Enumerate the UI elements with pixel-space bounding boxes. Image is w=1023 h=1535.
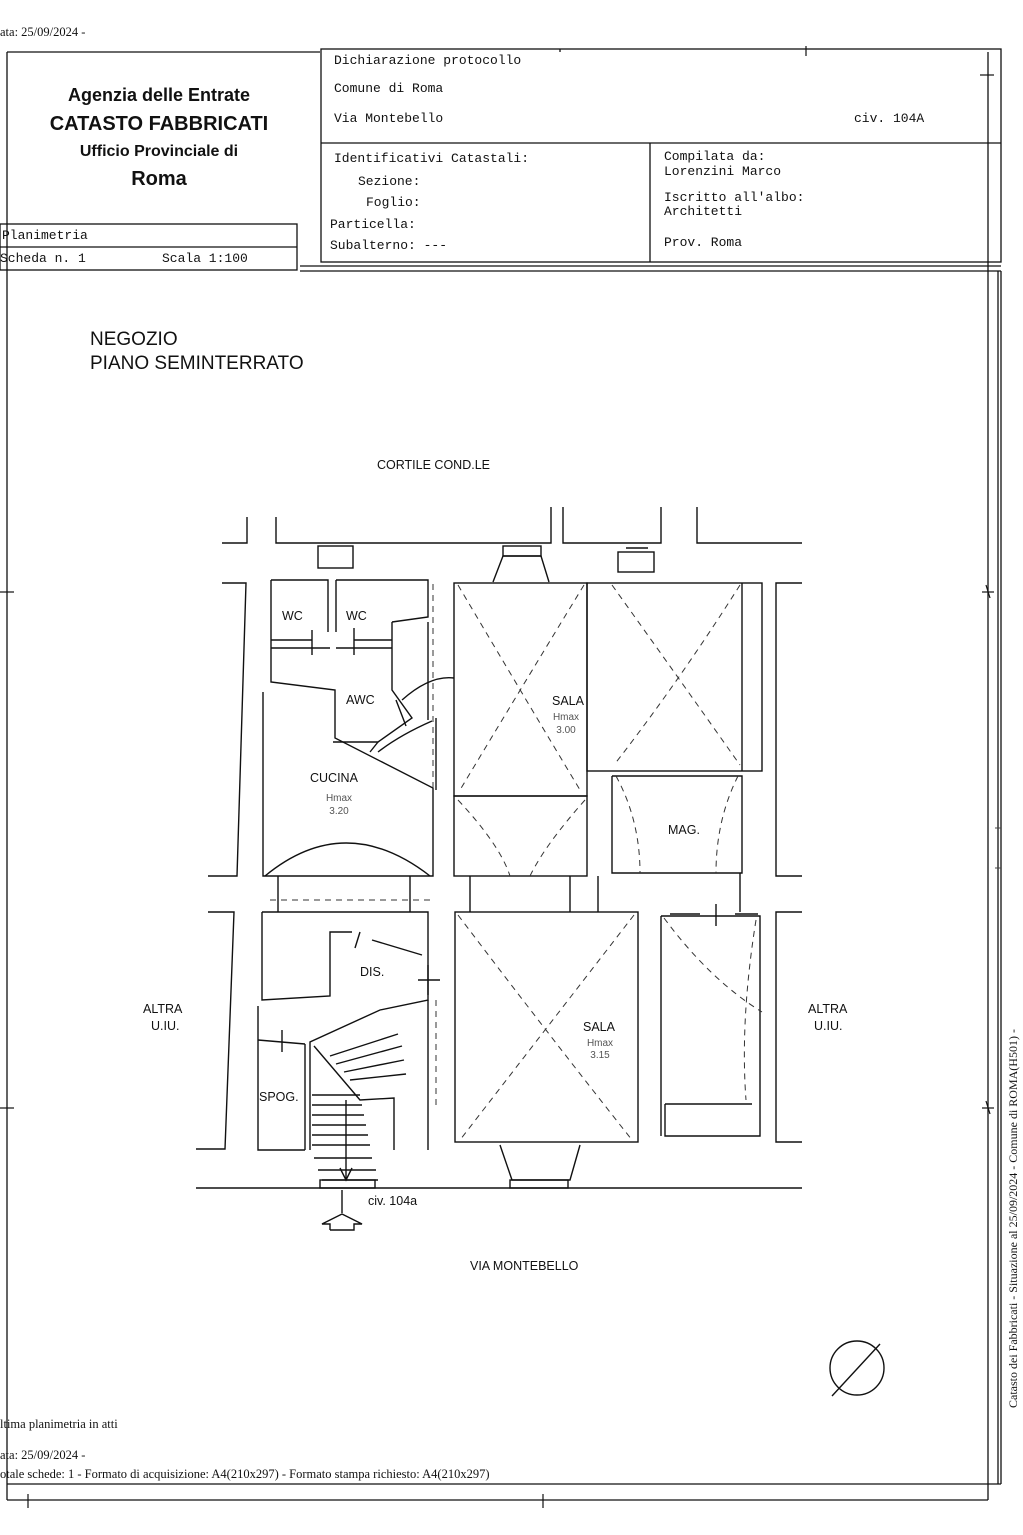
sala-bottom-hmax-value: 3.15 [590,1050,610,1061]
via-label: Via Montebello [334,111,444,126]
room-dis: DIS. [360,965,385,979]
room-spog: SPOG. [259,1090,299,1104]
scheda-label: Scheda n. 1 [0,251,86,266]
civ-label: civ. 104A [854,111,925,126]
altra-right-line1: ALTRA [808,1002,848,1016]
compilata-name: Lorenzini Marco [664,164,782,179]
room-wc-2: WC [346,609,367,623]
plan-title-line1: NEGOZIO [90,329,178,350]
footer-data: ata: 25/09/2024 - [0,1448,86,1462]
identificativi-label: Identificativi Catastali: [334,151,530,166]
room-sala-top: SALA [552,694,584,708]
room-cucina: CUCINA [310,771,358,785]
comune-label: Comune di Roma [334,81,444,96]
room-wc-1: WC [282,609,303,623]
room-sala-bottom: SALA [583,1020,615,1034]
scala-label: Scala 1:100 [162,251,248,266]
sezione-label: Sezione: [358,174,421,189]
albo-label: Architetti [664,204,743,219]
particella-label: Particella: [330,217,416,232]
cucina-hmax-value: 3.20 [329,806,349,817]
via-montebello-label: VIA MONTEBELLO [470,1259,579,1273]
cortile-label: CORTILE COND.LE [377,458,490,472]
footer-schede: otale schede: 1 - Formato di acquisizione: A4(210x297) - Formato stampa richiesto: A4(210x297) [0,1467,490,1481]
foglio-label: Foglio: [366,195,421,210]
plan-title-line2: PIANO SEMINTERRATO [90,353,304,374]
room-awc: AWC [346,693,375,707]
room-mag: MAG. [668,823,700,837]
top-date: ata: 25/09/2024 - [0,25,86,39]
planimetria-label: Planimetria [2,228,88,243]
altra-left-line2: U.IU. [151,1019,180,1033]
sala-top-hmax-value: 3.00 [556,725,576,736]
altra-right-line2: U.IU. [814,1019,843,1033]
civ-entrance-label: civ. 104a [368,1194,418,1208]
prov-label: Prov. Roma [664,235,743,250]
subalterno-label: Subalterno: --- [330,238,448,253]
catasto-title: CATASTO FABBRICATI [49,113,269,135]
compilata-label: Compilata da: [664,149,766,164]
sala-top-hmax-label: Hmax [552,712,580,723]
side-vertical-text: Catasto dei Fabbricati - Situazione al 25/09/2024 - Comune di ROMA(H501) - [1006,1029,1020,1408]
ufficio-label: Ufficio Provinciale di [79,143,239,160]
altra-left-line1: ALTRA [143,1002,183,1016]
iscritto-label: Iscritto all'albo: [664,190,805,205]
declaration-label: Dichiarazione protocollo [334,53,522,68]
ufficio-city: Roma [131,168,187,190]
cucina-hmax-label: Hmax [325,793,353,804]
sala-bottom-hmax-label: Hmax [586,1038,614,1049]
footer-ultima: ltima planimetria in atti [0,1417,118,1431]
agency-name: Agenzia delle Entrate [67,85,251,105]
